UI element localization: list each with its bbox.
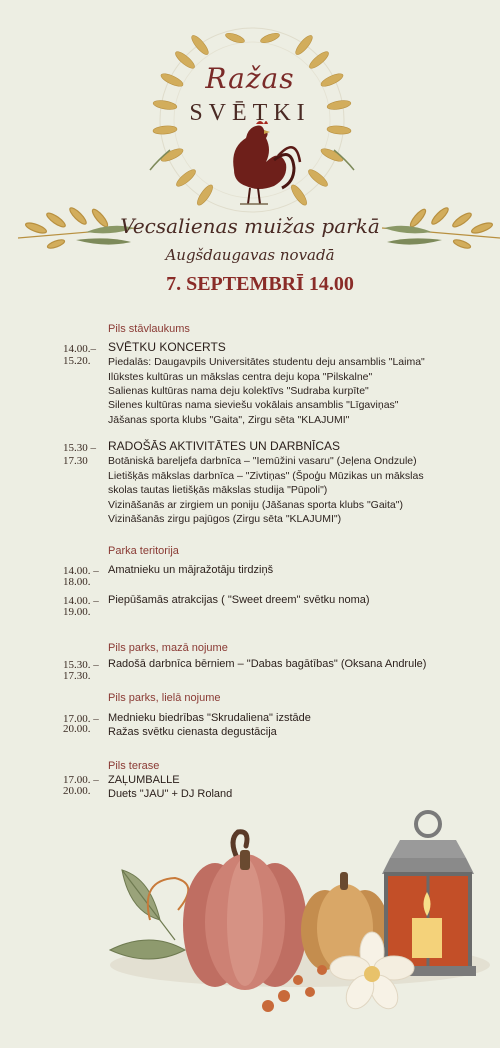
event-line: skolas tautas lietišķās mākslas studija "Pūpoli"): [108, 484, 328, 496]
autumn-decoration: [0, 800, 500, 1048]
pumpkin-icon: [183, 832, 307, 990]
time-end: 18.00.: [63, 576, 91, 588]
event-line: Amatnieku un mājražotāju tirdziņš: [108, 564, 274, 576]
time-end: 20.00.: [63, 785, 91, 797]
event-line: Piepūšamās atrakcijas ( "Sweet dreem" svētku noma): [108, 594, 370, 606]
leaf-icon: [110, 870, 185, 959]
time-end: 15.20.: [63, 355, 91, 367]
event-line: Duets "JAU" + DJ Roland: [108, 788, 233, 800]
event-line: Radošā darbnīca bērniem – "Dabas bagātības" (Oksana Andrule): [108, 658, 427, 670]
region: Augšdaugavas novadā: [165, 246, 335, 264]
event-line: Lietišķās mākslas darbnīca – "Zivtiņas" (Špoģu Mūzikas un mākslas: [108, 470, 424, 482]
event-line: Salienas kultūras nama deju kolektīvs "Sudraba kurpīte": [108, 385, 369, 397]
section-title: Pils stāvlaukums: [108, 323, 190, 335]
event-heading: RADOŠĀS AKTIVITĀTES UN DARBNĪCAS: [108, 439, 341, 453]
title-line2: SVĒTKI: [189, 100, 311, 126]
time-end: 17.30.: [63, 670, 91, 682]
lantern-icon: [380, 812, 476, 976]
time-start: 14.00.–: [63, 343, 96, 355]
time-start: 17.00. –: [63, 713, 99, 725]
time-start: 17.00. –: [63, 774, 99, 786]
event-line: ZAĻUMBALLE: [108, 774, 180, 786]
rooster-icon: [233, 121, 300, 204]
event-line: Vizināšanās zirgu pajūgos (Zirgu sēta "KLAJUMI"): [108, 513, 342, 525]
time-start: 15.30 –: [63, 442, 96, 454]
event-line: Ražas svētku cienasta degustācija: [108, 726, 277, 738]
time-start: 14.00. –: [63, 565, 99, 577]
section-title: Parka teritorija: [108, 545, 179, 557]
venue: Vecsalienas muižas parkā: [120, 214, 380, 238]
event-line: Ilūkstes kultūras un mākslas centra deju kopa "Pilskalne": [108, 371, 373, 383]
event-line: Silenes kultūras nama sieviešu vokālais ansamblis "Līgaviņas": [108, 399, 399, 411]
time-start: 15.30. –: [63, 659, 99, 671]
event-date: 7. SEPTEMBRĪ 14.00: [166, 273, 354, 295]
title-line1: Ražas: [205, 62, 295, 95]
event-line: Jāšanas sporta klubs "Gaita", Zirgu sēta "KLAJUMI": [108, 414, 350, 426]
section-title: Pils parks, mazā nojume: [108, 642, 228, 654]
event-line: Botāniskā bareljefa darbnīca – "Iemūžini vasaru" (Jeļena Ondzule): [108, 455, 417, 467]
event-line: Piedalās: Daugavpils Universitātes studentu deju ansamblis "Laima": [108, 356, 425, 368]
event-line: Vizināšanās ar zirgiem un poniju (Jāšanas sporta klubs "Gaita"): [108, 499, 403, 511]
header: [0, 0, 500, 310]
time-end: 20.00.: [63, 723, 91, 735]
section-title: Pils parks, lielā nojume: [108, 692, 221, 704]
time-start: 14.00. –: [63, 595, 99, 607]
time-end: 19.00.: [63, 606, 91, 618]
event-heading: SVĒTKU KONCERTS: [108, 340, 226, 354]
event-line: Mednieku biedrības "Skrudaliena" izstāde: [108, 712, 311, 724]
section-title: Pils terase: [108, 760, 160, 772]
time-end: 17.30: [63, 455, 88, 467]
